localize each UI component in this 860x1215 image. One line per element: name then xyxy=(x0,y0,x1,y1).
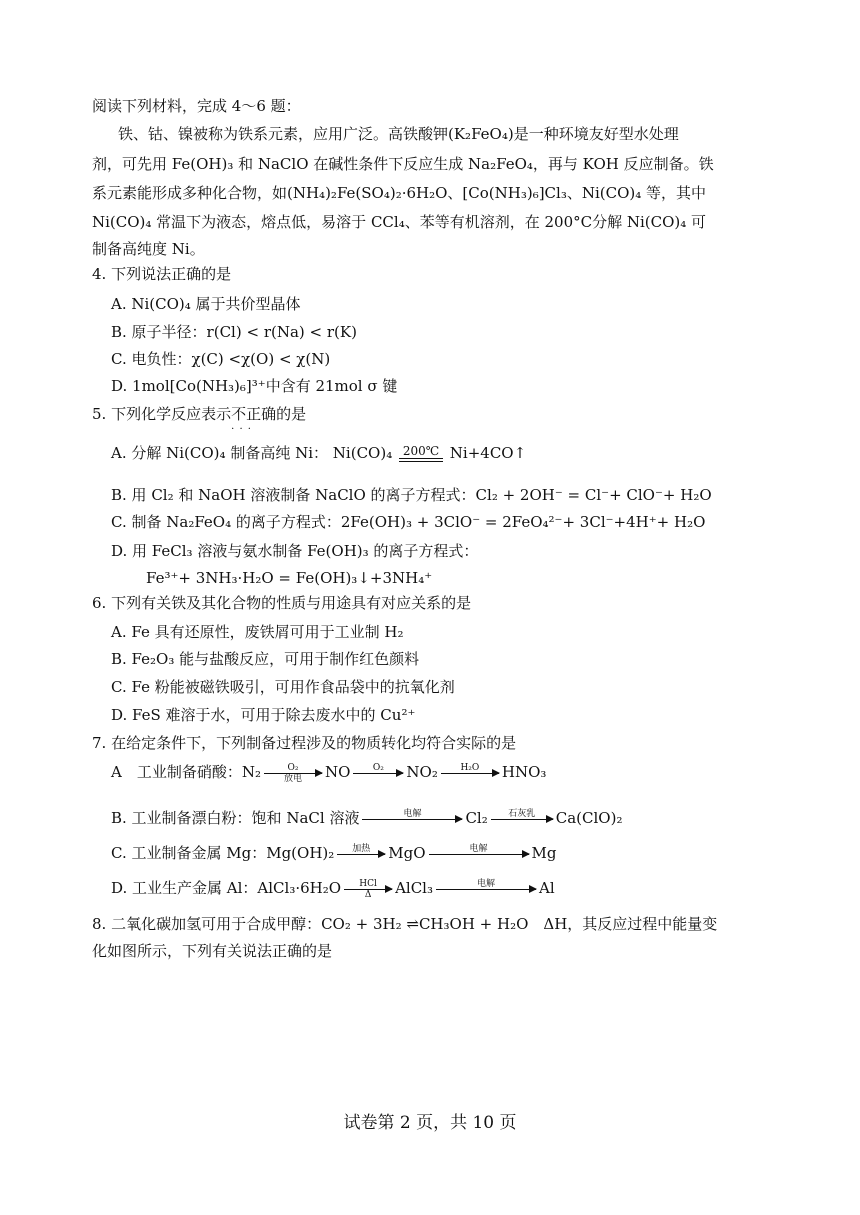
q5-a-prefix: A. 分解 Ni(CO)₄ 制备高纯 Ni： xyxy=(111,444,329,462)
q5-stem-a: 5. 下列化学反应表示 xyxy=(92,405,232,423)
intro-instruction: 阅读下列材料，完成 4～6 题： xyxy=(92,97,301,115)
q7-stem: 7. 在给定条件下，下列制备过程涉及的物质转化均符合实际的是 xyxy=(92,734,517,752)
equals-condition-arrow xyxy=(399,444,443,464)
q7-d-prefix: D. 工业生产金属 Al：AlCl₃·6H₂O xyxy=(111,879,342,897)
reaction-arrow-icon xyxy=(491,809,553,830)
reaction-arrow-icon xyxy=(429,844,529,865)
q5-stem xyxy=(92,404,306,424)
passage-line-5: 制备高纯度 Ni。 xyxy=(92,240,205,258)
passage-line-2: 剂，可先用 Fe(OH)₃ 和 NaClO 在碱性条件下反应生成 Na₂FeO₄，再与 KOH 反应制备。铁 xyxy=(92,155,714,173)
q5-a-right: Ni+4CO↑ xyxy=(449,444,527,462)
q5-option-b: B. 用 Cl₂ 和 NaOH 溶液制备 NaClO 的离子方程式：Cl₂ + 2OH⁻ = Cl⁻+ ClO⁻+ H₂O xyxy=(111,486,712,504)
q7-b-cond1-top: 电解 xyxy=(403,808,422,819)
q5-stem-emphasis: 不正确 · · · xyxy=(231,405,276,423)
q7-c-cond1-top: 加热 xyxy=(352,843,371,854)
q7-c-cond2-top: 电解 xyxy=(469,843,488,854)
reaction-arrow-icon xyxy=(353,763,403,784)
q7-option-d xyxy=(111,878,555,900)
q5-option-d-equation: Fe³⁺+ 3NH₃·H₂O = Fe(OH)₃↓+3NH₄⁺ xyxy=(146,569,433,587)
q5-a-condition: 200℃ xyxy=(402,444,440,458)
passage-line-3: 系元素能形成多种化合物，如(NH₄)₂Fe(SO₄)₂·6H₂O、[Co(NH₃)₆]Cl₃、Ni(CO)₄ 等，其中 xyxy=(92,184,707,202)
q7-a-mid2: NO₂ xyxy=(406,763,438,781)
q4-stem: 4. 下列说法正确的是 xyxy=(92,265,232,283)
q5-stem-b: 的是 xyxy=(276,405,307,423)
q7-option-b xyxy=(111,808,622,830)
q7-b-cond2-top: 石灰乳 xyxy=(508,808,536,819)
q5-option-a xyxy=(111,443,526,464)
q5-option-c: C. 制备 Na₂FeO₄ 的离子方程式：2Fe(OH)₃ + 3ClO⁻ = 2FeO₄²⁻+ 3Cl⁻+4H⁺+ H₂O xyxy=(111,513,706,531)
q5-option-d: D. 用 FeCl₃ 溶液与氨水制备 Fe(OH)₃ 的离子方程式： xyxy=(111,542,479,560)
q7-a-cond1-top: O₂ xyxy=(287,762,299,773)
passage-line-4: Ni(CO)₄ 常温下为液态，熔点低，易溶于 CCl₄、苯等有机溶剂，在 200°C分解 Ni(CO)₄ 可 xyxy=(92,213,707,231)
q7-d-end: Al xyxy=(538,879,555,897)
q7-a-cond2-top: O₂ xyxy=(372,762,384,773)
reaction-arrow-icon xyxy=(436,879,536,900)
passage-line-1: 铁、钴、镍被称为铁系元素，应用广泛。高铁酸钾(K₂FeO₄)是一种环境友好型水处理 xyxy=(118,125,679,143)
q7-d-cond1-bottom: Δ xyxy=(364,889,372,900)
q4-option-d: D. 1mol[Co(NH₃)₆]³⁺中含有 21mol σ 键 xyxy=(111,377,398,395)
q7-a-end: HNO₃ xyxy=(501,763,547,781)
q8-line-2: 化如图所示，下列有关说法正确的是 xyxy=(92,942,333,960)
reaction-arrow-icon xyxy=(264,763,322,784)
q7-c-prefix: C. 工业制备金属 Mg：Mg(OH)₂ xyxy=(111,844,335,862)
q7-d-cond1-top: HCl xyxy=(359,878,377,889)
reaction-arrow-icon xyxy=(441,763,499,784)
q4-option-a: A. Ni(CO)₄ 属于共价型晶体 xyxy=(111,295,301,313)
page-footer: 试卷第 2 页，共 10 页 xyxy=(343,1113,517,1133)
reaction-arrow-icon xyxy=(337,844,385,865)
q7-c-mid1: MgO xyxy=(388,844,426,862)
q7-c-end: Mg xyxy=(531,844,557,862)
q7-option-c xyxy=(111,843,557,865)
q7-b-mid1: Cl₂ xyxy=(465,809,488,827)
q7-d-cond2-top: 电解 xyxy=(476,878,495,889)
q6-stem: 6. 下列有关铁及其化合物的性质与用途具有对应关系的是 xyxy=(92,594,472,612)
q6-option-c: C. Fe 粉能被磁铁吸引，可用作食品袋中的抗氧化剂 xyxy=(111,678,455,696)
q7-option-a xyxy=(111,762,546,784)
q6-option-d: D. FeS 难溶于水，可用于除去废水中的 Cu²⁺ xyxy=(111,706,416,724)
q7-d-mid1: AlCl₃ xyxy=(395,879,433,897)
q8-line-1: 8. 二氧化碳加氢可用于合成甲醇：CO₂ + 3H₂ ⇌CH₃OH + H₂O ΔH，其反应过程中能量变 xyxy=(92,915,718,933)
q6-option-b: B. Fe₂O₃ 能与盐酸反应，可用于制作红色颜料 xyxy=(111,650,420,668)
reaction-arrow-icon xyxy=(344,879,392,900)
q7-b-prefix: B. 工业制备漂白粉：饱和 NaCl 溶液 xyxy=(111,809,360,827)
q7-a-cond3-top: H₂O xyxy=(460,762,480,773)
q7-a-mid1: NO xyxy=(324,763,351,781)
q4-option-b: B. 原子半径：r(Cl) < r(Na) < r(K) xyxy=(111,323,357,341)
q6-option-a: A. Fe 具有还原性，废铁屑可用于工业制 H₂ xyxy=(111,623,404,641)
q7-a-prefix: A 工业制备硝酸：N₂ xyxy=(111,763,261,781)
reaction-arrow-icon xyxy=(362,809,462,830)
q7-b-end: Ca(ClO)₂ xyxy=(555,809,623,827)
q7-a-cond1-bottom: 放电 xyxy=(283,773,302,784)
q4-option-c: C. 电负性：χ(C) <χ(O) < χ(N) xyxy=(111,350,331,368)
q5-a-left: Ni(CO)₄ xyxy=(332,444,393,462)
